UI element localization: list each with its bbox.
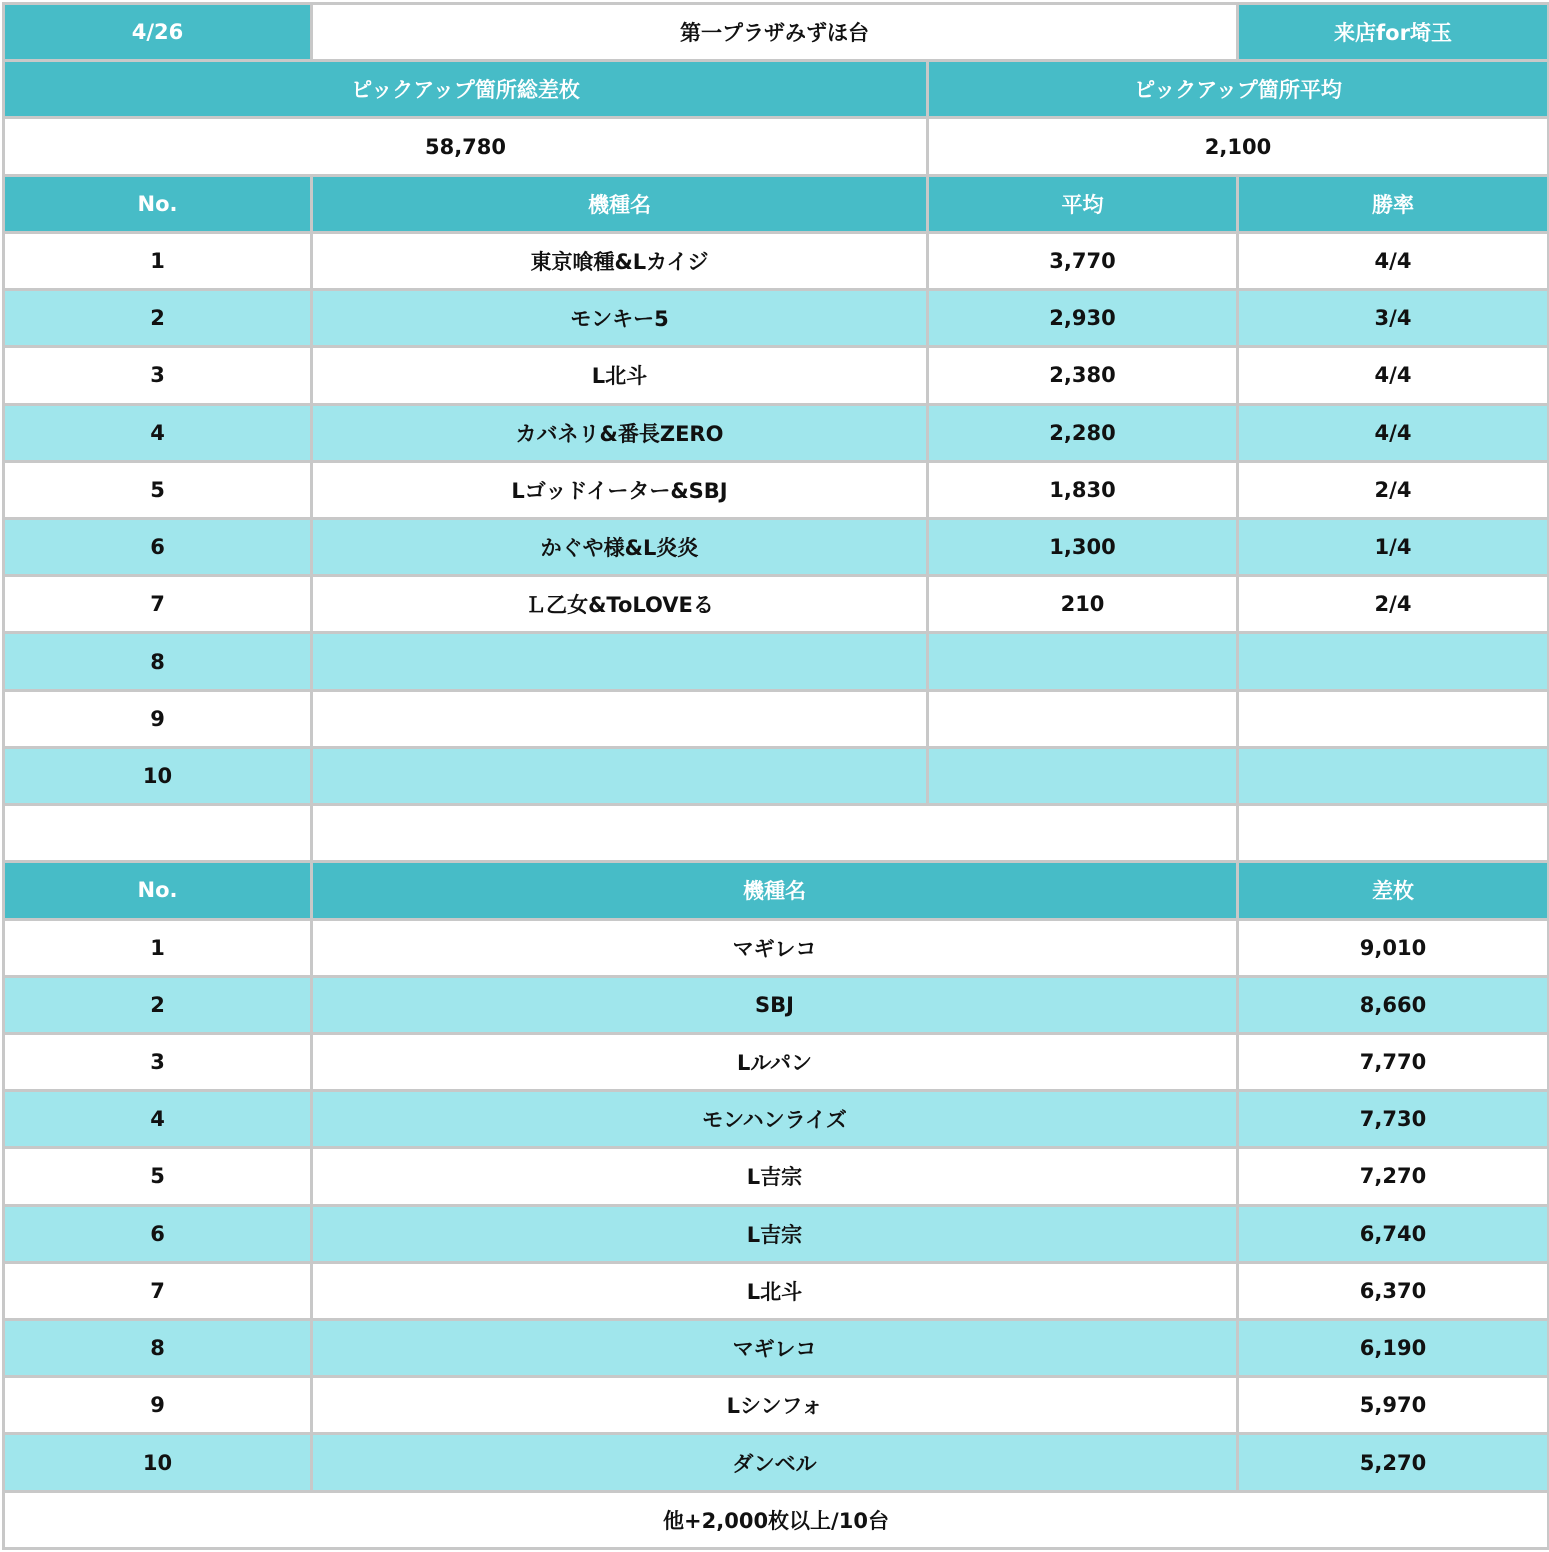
row-machine: モンハンライズ [312, 1091, 1238, 1148]
row-win-rate: 2/4 [1238, 576, 1549, 633]
table2-row [4, 1205, 1549, 1262]
row-avg: 210 [928, 576, 1238, 633]
row-machine: L吉宗 [312, 1148, 1238, 1205]
table2-row [4, 976, 1549, 1033]
row-diff: 6,740 [1238, 1205, 1549, 1262]
table2-row [4, 1033, 1549, 1090]
row-avg [928, 747, 1238, 804]
row-machine: L北斗 [312, 1262, 1238, 1319]
row-no: 3 [4, 347, 312, 404]
row-machine: L北斗 [312, 347, 928, 404]
row-machine: モンキー5 [312, 290, 928, 347]
row-win-rate: 4/4 [1238, 347, 1549, 404]
table1-row [4, 461, 1549, 518]
table1-header-machine: 機種名 [312, 175, 928, 232]
table1-row [4, 576, 1549, 633]
row-win-rate: 4/4 [1238, 232, 1549, 289]
row-avg: 2,280 [928, 404, 1238, 461]
row-avg: 1,830 [928, 461, 1238, 518]
row-diff: 8,660 [1238, 976, 1549, 1033]
table2-header-diff: 差枚 [1238, 862, 1549, 919]
table1-row [4, 518, 1549, 575]
average-label: ピックアップ箇所平均 [928, 61, 1549, 118]
row-no: 9 [4, 690, 312, 747]
row-machine: SBJ [312, 976, 1238, 1033]
table1-row [4, 232, 1549, 289]
table2-header-row [4, 862, 1549, 919]
table2-row [4, 1262, 1549, 1319]
row-diff: 5,270 [1238, 1434, 1549, 1491]
row-avg: 1,300 [928, 518, 1238, 575]
row-win-rate [1238, 747, 1549, 804]
store-name-cell: 第一プラザみずほ台 [312, 4, 1238, 61]
table2-row [4, 919, 1549, 976]
total-diff-label: ピックアップ箇所総差枚 [4, 61, 928, 118]
row-diff: 6,370 [1238, 1262, 1549, 1319]
row-avg [928, 633, 1238, 690]
spacer-row [4, 805, 1549, 862]
row-machine: カバネリ&番長ZERO [312, 404, 928, 461]
row-machine [312, 633, 928, 690]
table2-header-no: No. [4, 862, 312, 919]
row-no: 8 [4, 633, 312, 690]
row-no: 4 [4, 404, 312, 461]
row-win-rate: 4/4 [1238, 404, 1549, 461]
row-win-rate: 3/4 [1238, 290, 1549, 347]
row-machine: L吉宗 [312, 1205, 1238, 1262]
row-diff: 7,270 [1238, 1148, 1549, 1205]
summary-value-row [4, 118, 1549, 175]
row-no: 10 [4, 747, 312, 804]
spacer-cell [4, 805, 312, 862]
row-diff: 6,190 [1238, 1320, 1549, 1377]
row-machine [312, 747, 928, 804]
row-avg: 3,770 [928, 232, 1238, 289]
row-diff: 9,010 [1238, 919, 1549, 976]
row-no: 4 [4, 1091, 312, 1148]
row-machine: マギレコ [312, 1320, 1238, 1377]
table2-row [4, 1091, 1549, 1148]
row-win-rate [1238, 633, 1549, 690]
row-no: 6 [4, 518, 312, 575]
row-no: 7 [4, 576, 312, 633]
row-no: 8 [4, 1320, 312, 1377]
row-machine: マギレコ [312, 919, 1238, 976]
table1-header-avg: 平均 [928, 175, 1238, 232]
table2-row [4, 1320, 1549, 1377]
row-machine: Lゴッドイーター&SBJ [312, 461, 928, 518]
table1-row [4, 347, 1549, 404]
table2-row [4, 1377, 1549, 1434]
row-machine: かぐや様&L炎炎 [312, 518, 928, 575]
row-no: 1 [4, 232, 312, 289]
header-row [4, 4, 1549, 61]
row-no: 3 [4, 1033, 312, 1090]
footer-note: 他+2,000枚以上/10台 [4, 1491, 1549, 1548]
table2-row [4, 1434, 1549, 1491]
row-avg: 2,380 [928, 347, 1238, 404]
table1-row [4, 747, 1549, 804]
results-table [2, 2, 1549, 1550]
table2-header-machine: 機種名 [312, 862, 1238, 919]
total-diff-value: 58,780 [4, 118, 928, 175]
row-no: 10 [4, 1434, 312, 1491]
row-machine: ダンベル [312, 1434, 1238, 1491]
row-diff: 7,730 [1238, 1091, 1549, 1148]
average-value: 2,100 [928, 118, 1549, 175]
row-no: 5 [4, 1148, 312, 1205]
row-win-rate: 2/4 [1238, 461, 1549, 518]
table1-row [4, 633, 1549, 690]
table1-row [4, 290, 1549, 347]
row-diff: 5,970 [1238, 1377, 1549, 1434]
table1-header-row [4, 175, 1549, 232]
date-cell: 4/26 [4, 4, 312, 61]
table1-header-win-rate: 勝率 [1238, 175, 1549, 232]
row-no: 2 [4, 290, 312, 347]
row-machine: Lルパン [312, 1033, 1238, 1090]
table2-row [4, 1148, 1549, 1205]
row-no: 7 [4, 1262, 312, 1319]
row-avg: 2,930 [928, 290, 1238, 347]
row-machine: 東京喰種&Lカイジ [312, 232, 928, 289]
row-no: 6 [4, 1205, 312, 1262]
row-machine [312, 690, 928, 747]
summary-label-row [4, 61, 1549, 118]
spacer-cell [312, 805, 1238, 862]
row-win-rate: 1/4 [1238, 518, 1549, 575]
row-no: 5 [4, 461, 312, 518]
footer-row [4, 1491, 1549, 1548]
row-no: 2 [4, 976, 312, 1033]
row-no: 1 [4, 919, 312, 976]
table1-header-no: No. [4, 175, 312, 232]
row-diff: 7,770 [1238, 1033, 1549, 1090]
event-cell: 来店for埼玉 [1238, 4, 1549, 61]
row-win-rate [1238, 690, 1549, 747]
row-no: 9 [4, 1377, 312, 1434]
spacer-cell [1238, 805, 1549, 862]
row-machine: Ｌ乙女&ToLOVEる [312, 576, 928, 633]
table1-row [4, 404, 1549, 461]
row-machine: Lシンフォ [312, 1377, 1238, 1434]
table1-row [4, 690, 1549, 747]
row-avg [928, 690, 1238, 747]
